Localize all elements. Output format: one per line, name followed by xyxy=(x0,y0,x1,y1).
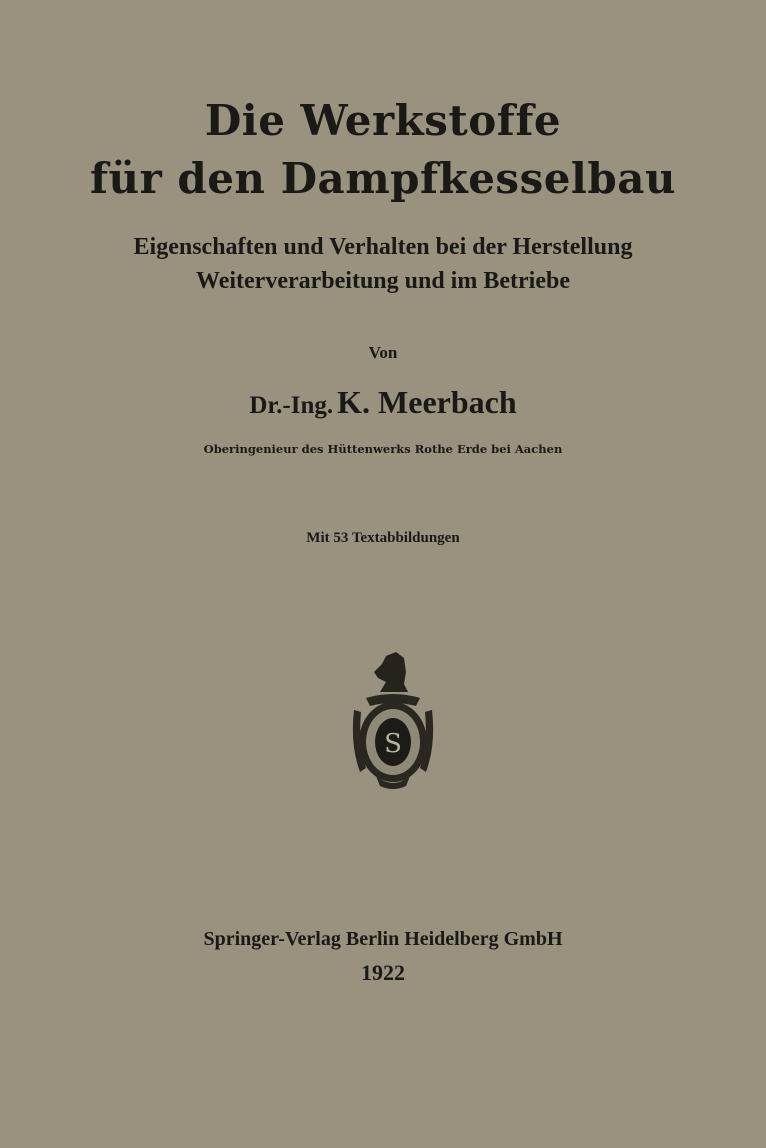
illustrations-note: Mit 53 Textabbildungen xyxy=(306,530,460,546)
author-name: K. Meerbach xyxy=(337,384,517,420)
title-line-2: für den Dampfkesselbau xyxy=(89,154,677,203)
author-affiliation: Oberingenieur des Hüttenwerks Rothe Erde bei Aachen xyxy=(203,442,563,456)
publication-year: 1922 xyxy=(361,960,405,985)
author-prefix: Dr.-Ing. xyxy=(249,392,334,419)
author xyxy=(0,384,766,421)
publisher: Springer-Verlag Berlin Heidelberg GmbH xyxy=(203,928,563,950)
subtitle-line-1: Eigenschaften und Verhalten bei der Herstellung xyxy=(133,234,633,260)
subtitle-line-2: Weiterverarbeitung und im Betriebe xyxy=(196,268,570,294)
svg-text:S: S xyxy=(384,729,402,759)
publisher-logo-icon xyxy=(348,650,438,790)
title-line-1: Die Werkstoffe xyxy=(204,96,562,145)
by-label: Von xyxy=(368,343,398,362)
